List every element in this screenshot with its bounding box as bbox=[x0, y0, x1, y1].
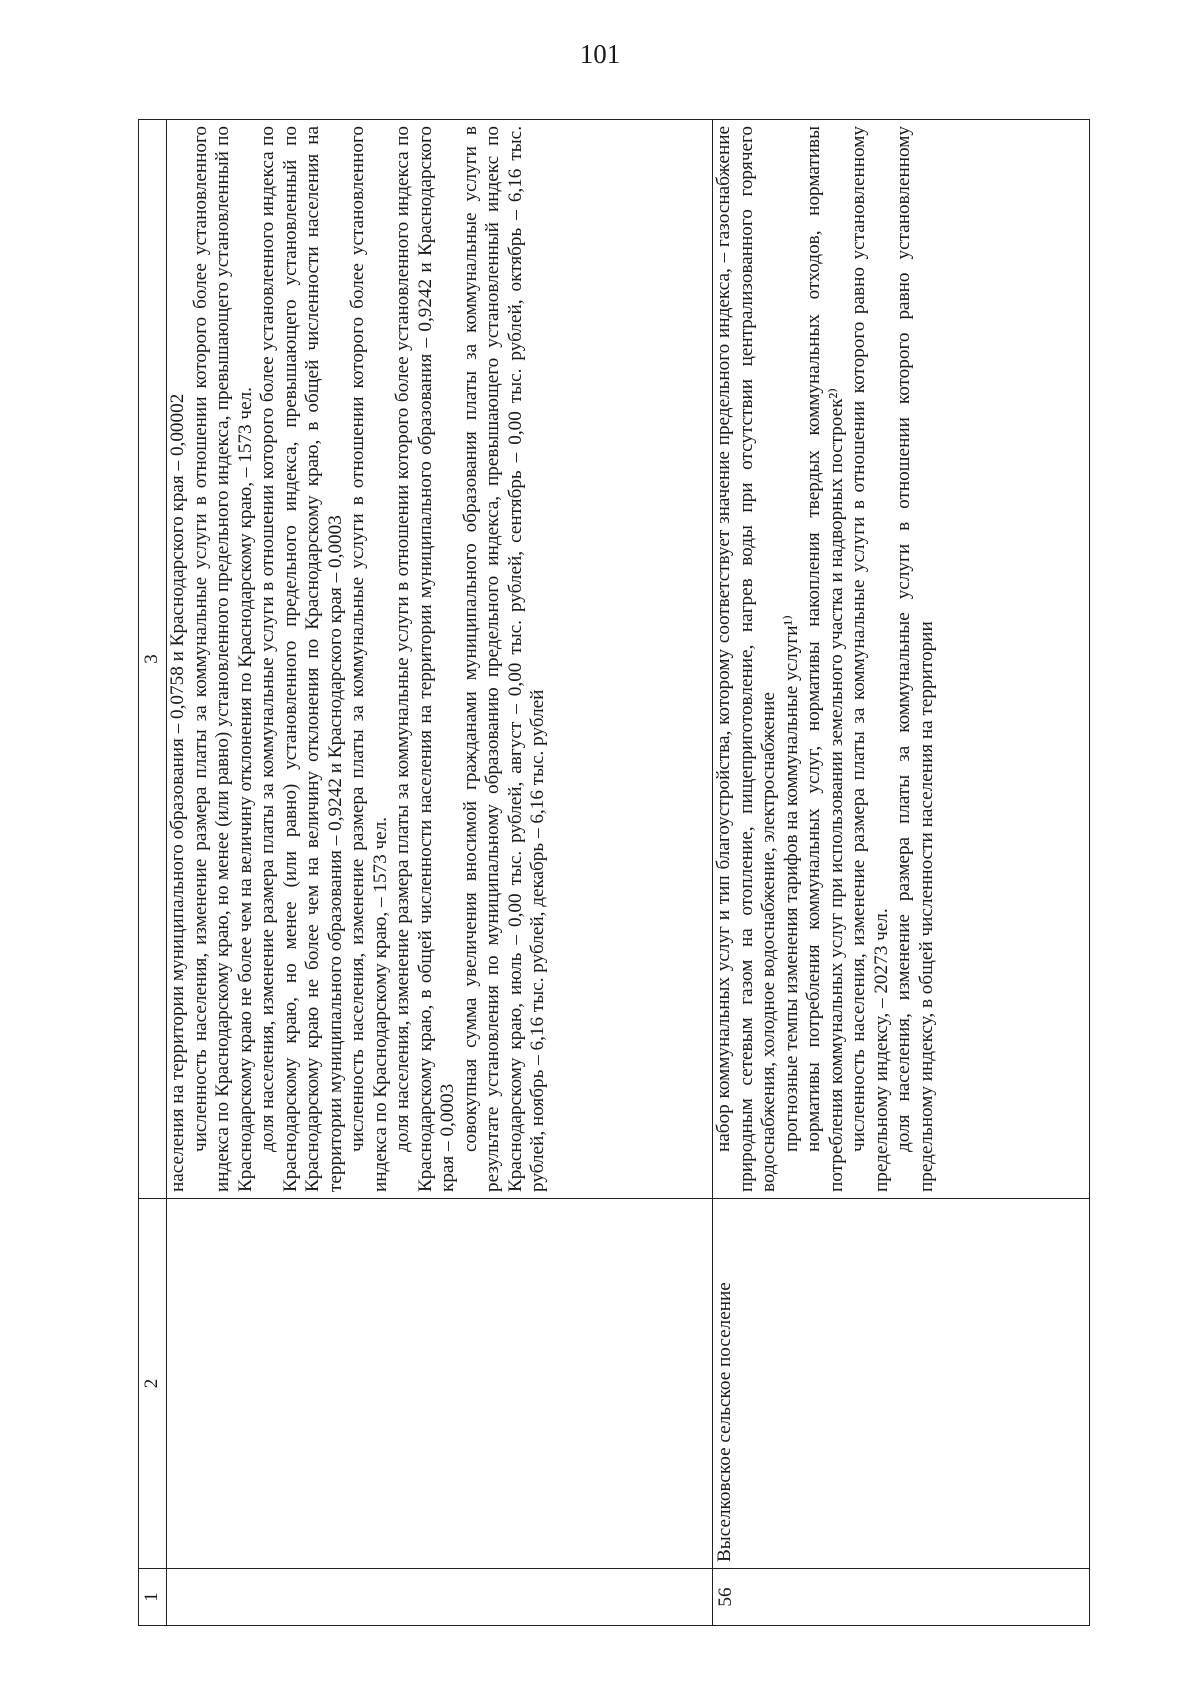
rotated-table-container bbox=[138, 120, 1088, 1626]
paragraph: численность населения, изменение размера платы за коммунальные услуги в отношении которого более установленного индекса по Краснодарскому краю, но менее (или равно) установленного предельного индекса, превышающего установленный по Краснодарскому краю не более чем на величину отклонения по Краснодарскому краю, – 1573 чел. bbox=[189, 126, 256, 1192]
row-number: 56 bbox=[713, 1569, 1090, 1626]
paragraph: доля населения, изменение размера платы за коммунальные услуги в отношении которого более установленного индекса по Краснодарскому краю, но менее (или равно) установленного предельного индекса, превышающего установленный по Краснодарскому краю не более чем на величину отклонения по Краснодарскому краю, в общей численности населения на территории муниципального образования – 0,9242 и Краснодарского края – 0,0003 bbox=[257, 126, 346, 1192]
header-col-2: 2 bbox=[139, 1199, 167, 1569]
paragraph: доля населения, изменение размера платы за коммунальные услуги в отношении которого более установленного индекса по Краснодарскому краю, в общей численности населения на территории муниципального образования – 0,9242 и Краснодарского края – 0,0003 bbox=[392, 126, 458, 1192]
row-municipality: Выселковское сельское поселение bbox=[713, 1199, 1090, 1569]
paragraph: прогнозные темпы изменения тарифов на коммунальные услуги¹⁾ bbox=[780, 615, 802, 1152]
header-col-1: 1 bbox=[139, 1569, 167, 1626]
paragraph: нормативы потребления коммунальных услуг, нормативы накопления твердых коммунальных отходов, нормативы потребления коммунальных услуг при использовании земельного участка и надворных построек²⁾ bbox=[803, 126, 847, 1192]
paragraph: численность населения, изменение размера платы за коммунальные услуги в отношении которого равно установленному предельному индексу, – 20273 чел. bbox=[848, 126, 892, 1192]
row-number bbox=[167, 1569, 713, 1626]
row-description bbox=[713, 120, 1090, 1199]
table-row bbox=[713, 120, 1090, 1626]
header-row bbox=[139, 120, 167, 1626]
paragraph: доля населения, изменение размера платы за коммунальные услуги в отношении которого равно установленному предельному индексу, в общей численности населения на территории bbox=[893, 126, 937, 1192]
header-col-3: 3 bbox=[139, 120, 167, 1199]
row-description bbox=[167, 120, 713, 1199]
paragraph: набор коммунальных услуг и тип благоустройства, которому соответствует значение предельного индекса, – газоснабжение природным сетевым газом на отопление, пищеприготовление, нагрев воды при отсутствии централизованного горячего водоснабжения, холодное водоснабжение, электроснабжение bbox=[713, 126, 779, 1192]
page-number: 101 bbox=[579, 39, 621, 69]
tariff-table bbox=[138, 119, 1090, 1626]
table-row bbox=[167, 120, 713, 1626]
paragraph: населения на территории муниципального образования – 0,0758 и Краснодарского края – 0,00002 bbox=[167, 393, 188, 1192]
paragraph: совокупная сумма увеличения вносимой гражданами муниципального образования платы за коммунальные услуги в результате установления по муниципальному образованию предельного индекса, превышающего установленный индекс по Краснодарскому краю, июль – 0,00 тыс. рублей, август – 0,00 тыс. рублей, сентябрь – 0,00 тыс. рублей, октябрь – 6,16 тыс. рублей, ноябрь – 6,16 тыс. рублей, декабрь – 6,16 тыс. рублей bbox=[459, 126, 548, 1192]
row-municipality bbox=[167, 1199, 713, 1569]
paragraph: численность населения, изменение размера платы за коммунальные услуги в отношении которого более установленного индекса по Краснодарскому краю, – 1573 чел. bbox=[347, 126, 391, 1192]
